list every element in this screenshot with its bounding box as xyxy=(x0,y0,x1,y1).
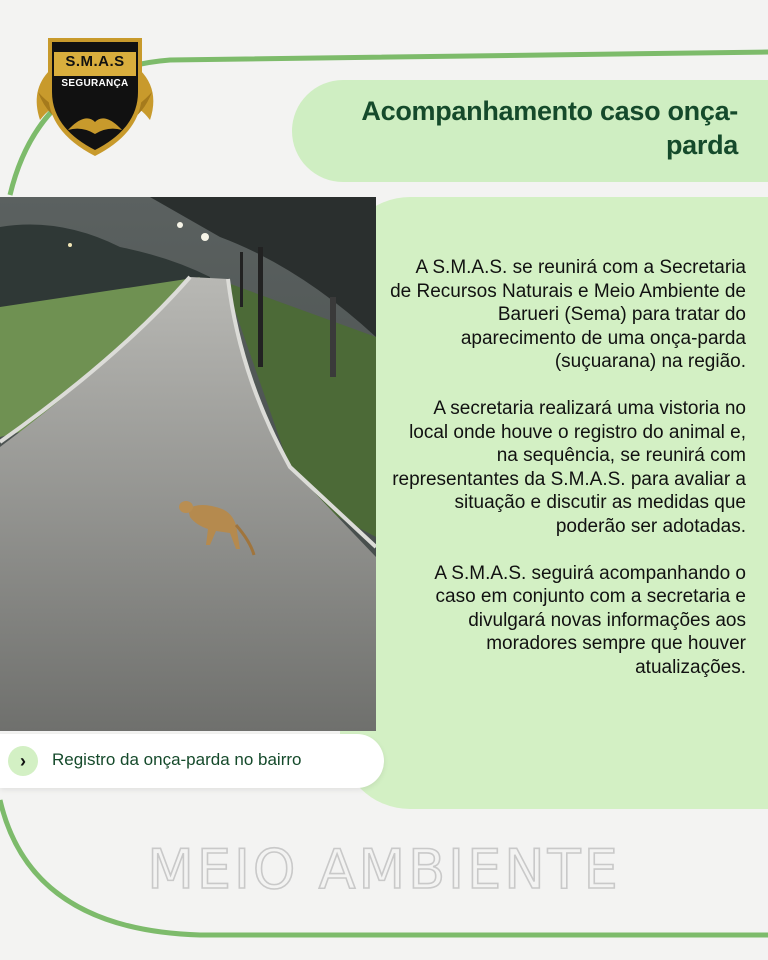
cougar-photo xyxy=(0,197,376,731)
article-body xyxy=(390,256,746,703)
chevron-right-icon: › xyxy=(8,746,38,776)
caption-text: Registro da onça-parda no bairro xyxy=(52,750,302,769)
title-banner xyxy=(292,80,768,182)
footer-title: MEIO AMBIENTE xyxy=(147,838,621,901)
article-paragraph: A secretaria realizará uma vistoria no local onde houve o registro do animal e, na sequência, se reunirá com representantes da S.M.A.S. para avaliar a situação e discutir as medidas que poderão ser adotadas. xyxy=(392,397,746,537)
article-paragraph: A S.M.A.S. se reunirá com a Secretaria de Recursos Naturais e Meio Ambiente de Barueri (Sema) para tratar do aparecimento de uma onça-parda (suçuarana) na região. xyxy=(390,257,746,373)
article-paragraph: A S.M.A.S. seguirá acompanhando o caso em conjunto com a secretaria e divulgará novas informações aos moradores sempre que houver atualizações. xyxy=(434,562,746,678)
smas-logo xyxy=(30,30,160,160)
logo-line2: SEGURANÇA xyxy=(61,78,129,89)
page-title: Acompanhamento caso onça-parda xyxy=(361,96,738,160)
logo-line1: S.M.A.S xyxy=(65,53,125,70)
photo-caption xyxy=(0,734,384,788)
night-road-photo xyxy=(0,197,376,731)
shield-logo-icon xyxy=(30,30,160,160)
